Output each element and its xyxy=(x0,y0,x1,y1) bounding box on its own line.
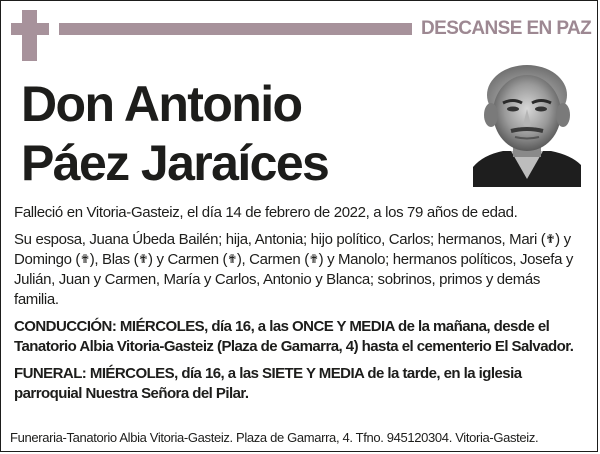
header-divider-bar xyxy=(59,23,412,35)
family-text: ) y Manolo; hermanos políticos, Josefa y Julián, Juan y Carmen, María y Carlos, Antonio y Blanca; sobrinos, primos y demás familia. xyxy=(14,251,574,308)
deceased-name-line1: Don Antonio xyxy=(21,76,302,132)
funeral-notice: FUNERAL: MIÉRCOLES, día 16, a las SIETE Y MEDIA de la tarde, en la iglesia parroquial Nuestra Señora del Pilar. xyxy=(14,365,522,402)
conduccion-notice: CONDUCCIÓN: MIÉRCOLES, día 16, a las ONCE Y MEDIA de la mañana, desde el Tanatorio Albia Vitoria-Gasteiz (Plaza de Gamarra, 4) hasta el cementerio El Salvador. xyxy=(14,318,574,355)
rest-in-peace-banner: DESCANSE EN PAZ xyxy=(421,18,592,39)
deceased-cross-icon: ✟ xyxy=(80,252,90,266)
family-text: ), Carmen ( xyxy=(236,251,309,268)
obituary-body xyxy=(14,203,586,411)
deceased-cross-icon: ✟ xyxy=(227,252,237,266)
deceased-cross-icon: ✟ xyxy=(545,232,556,246)
funeral-home-footer: Funeraria-Tanatorio Albia Vitoria-Gasteiz. Plaza de Gamarra, 4. Tfno. 945120304. Vitoria-Gasteiz. xyxy=(10,430,539,445)
family-text: ), Blas ( xyxy=(89,251,139,268)
death-notice: Falleció en Vitoria-Gasteiz, el día 14 de febrero de 2022, a los 79 años de edad. xyxy=(14,204,518,221)
deceased-cross-icon: ✟ xyxy=(138,252,149,266)
portrait-photo xyxy=(473,55,581,187)
family-list xyxy=(14,230,586,310)
family-text: ) y Domingo ( xyxy=(14,231,571,268)
family-text: ) y Carmen ( xyxy=(148,251,228,268)
latin-cross-icon xyxy=(22,10,37,61)
family-text: Su esposa, Juana Úbeda Bailén; hija, Antonia; hijo político, Carlos; hermanos, Mari ( xyxy=(14,231,546,248)
deceased-cross-icon: ✟ xyxy=(308,252,319,266)
deceased-name-line2: Páez Jaraíces xyxy=(21,135,329,191)
latin-cross-icon-crossbar xyxy=(11,23,49,35)
